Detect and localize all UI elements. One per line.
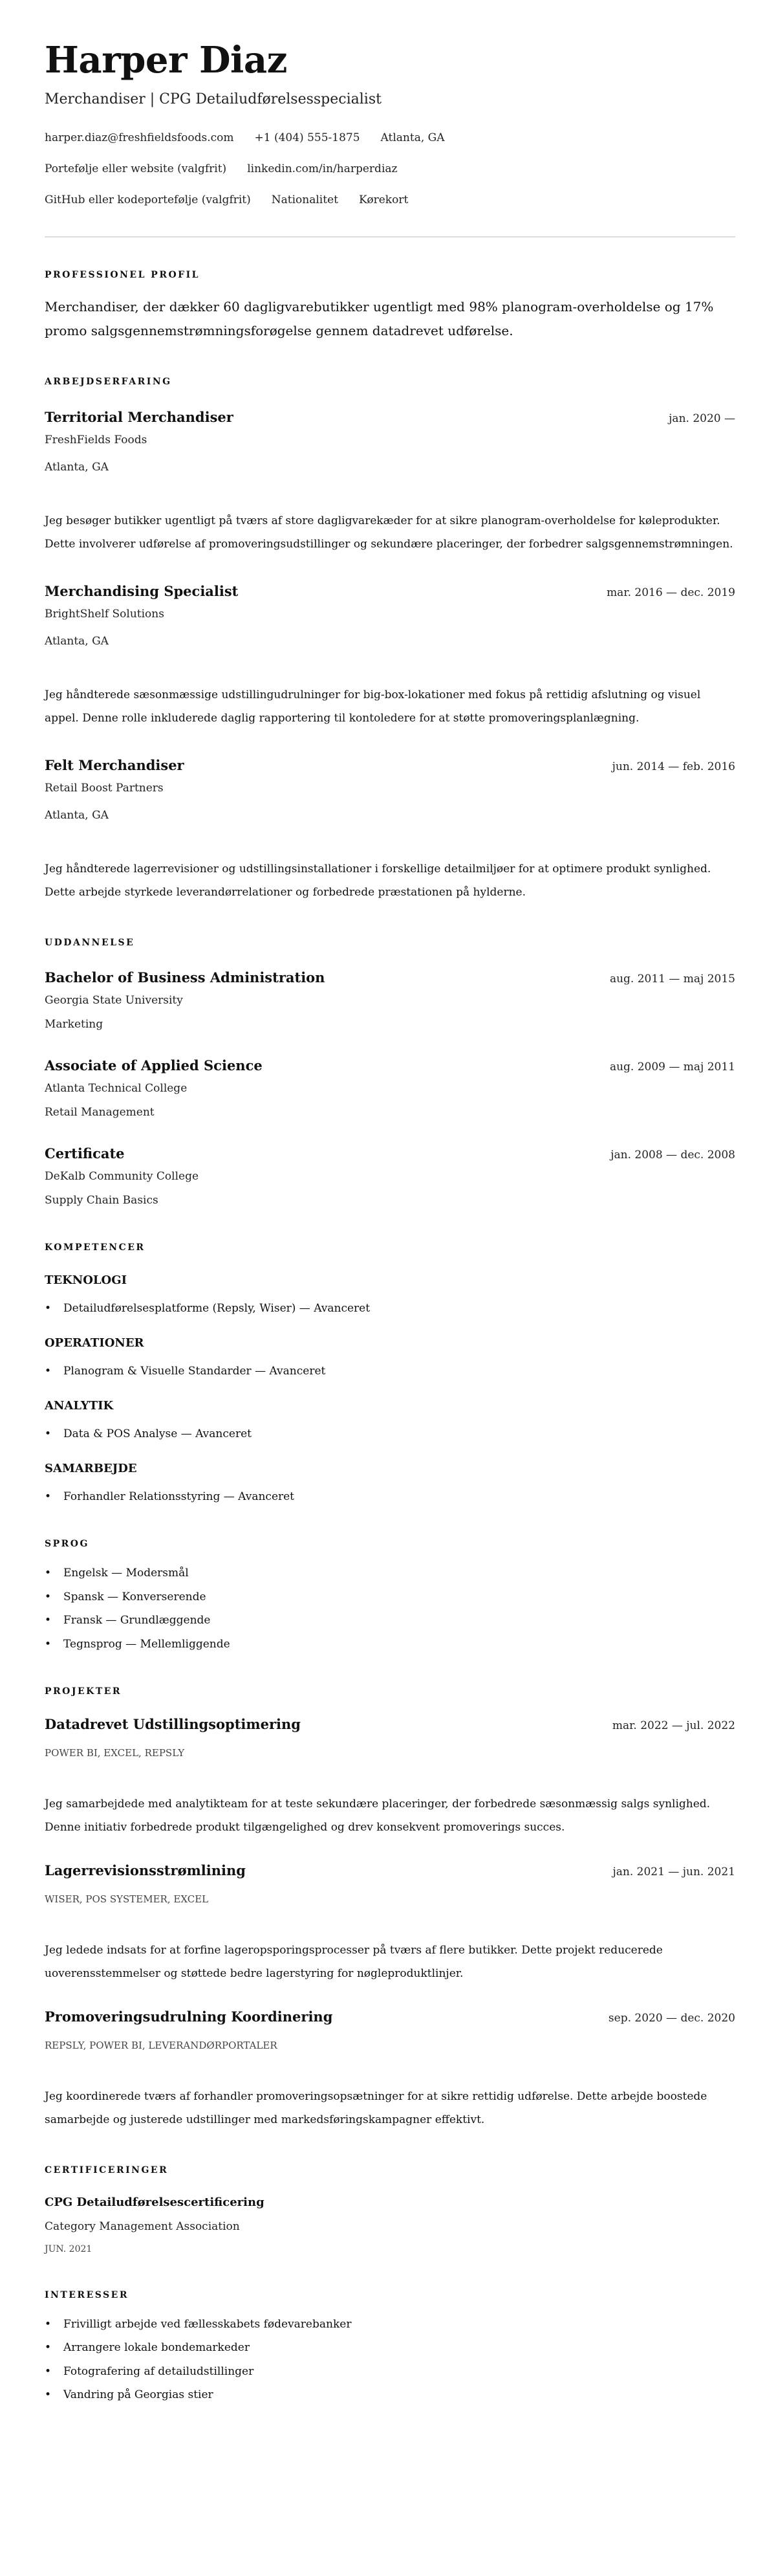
education-entry xyxy=(45,969,735,1033)
job-location: Atlanta, GA xyxy=(45,635,109,648)
language-item: • Engelsk — Modersmål xyxy=(45,1565,735,1581)
degree: Associate of Applied Science xyxy=(45,1057,263,1073)
language-item: • Spansk — Konverserende xyxy=(45,1589,735,1605)
project-title: Promoveringsudrulning Koordinering xyxy=(45,2008,333,2025)
interest-item: • Frivilligt arbejde ved fællesskabets fødevarebanker xyxy=(45,2316,735,2333)
job-date: mar. 2016 — dec. 2019 xyxy=(607,586,735,599)
job-description: Jeg besøger butikker ugentligt på tværs af store dagligvarekæder for at sikre planogram-overholdelse for køleprodukter. Dette involverer udførelse af promoveringsudstillinger og sekundære placeringer, der forbedrer salgsgennemstrømningen. xyxy=(45,514,733,551)
degree: Certificate xyxy=(45,1145,125,1161)
project-tech: WISER, POS SYSTEMER, EXCEL xyxy=(45,1893,209,1905)
job-title: Merchandising Specialist xyxy=(45,583,239,599)
skill-item: • Detailudførelsesplatforme (Repsly, Wiser) — Avanceret xyxy=(45,1300,735,1317)
skill-item: • Forhandler Relationsstyring — Avanceret xyxy=(45,1488,735,1505)
certifications-section xyxy=(45,2164,735,2256)
education-entry xyxy=(45,1145,735,1209)
section-heading: PROJEKTER xyxy=(45,1686,122,1697)
certification-title: CPG Detailudførelsescertificering xyxy=(45,2195,264,2209)
contact-drivers-license: Kørekort xyxy=(358,193,409,206)
contact-linkedin[interactable]: linkedin.com/in/harperdiaz xyxy=(247,162,398,175)
school: DeKalb Community College xyxy=(45,1170,199,1183)
contact-row xyxy=(45,192,735,208)
section-heading: PROFESSIONEL PROFIL xyxy=(45,270,200,280)
interest-item: • Arrangere lokale bondemarkeder xyxy=(45,2339,735,2356)
project-entry xyxy=(45,2008,735,2131)
project-description: Jeg samarbejdede med analytikteam for at teste sekundære placeringer, der forbedrede sæsonmæssig salgs synlighed. Denne initiativ forbedrede produkt tilgængelighed og drev konsekvent promoverings succes. xyxy=(45,1797,711,1834)
degree: Bachelor of Business Administration xyxy=(45,969,325,985)
job-company: BrightShelf Solutions xyxy=(45,608,164,621)
language-item: • Tegnsprog — Mellemliggende xyxy=(45,1636,735,1653)
field-of-study: Retail Management xyxy=(45,1106,155,1119)
field-of-study: Supply Chain Basics xyxy=(45,1194,158,1207)
skill-item: • Data & POS Analyse — Avanceret xyxy=(45,1426,735,1442)
skill-category: TEKNOLOGI xyxy=(45,1273,127,1287)
skill-category: ANALYTIK xyxy=(45,1399,114,1413)
job-description: Jeg håndterede lagerrevisioner og udstillingsinstallationer i forskellige detailmiljøer for at optimere produkt synlighed. Dette arbejde styrkede leverandørrelationer og forbedrede præstationen på hylderne. xyxy=(45,863,711,899)
job-title: Felt Merchandiser xyxy=(45,757,184,773)
experience-section xyxy=(45,375,735,904)
job-location: Atlanta, GA xyxy=(45,809,109,822)
job-company: FreshFields Foods xyxy=(45,434,147,446)
resume-header xyxy=(45,39,735,208)
section-heading: SPROG xyxy=(45,1539,89,1549)
project-description: Jeg koordinerede tværs af forhandler promoveringsopsætninger for at sikre rettidig udførelse. Dette arbejde boostede samarbejde og justerede udstillinger med markedsføringskampagner effektivt. xyxy=(45,2089,707,2126)
profile-summary: Merchandiser, der dækker 60 dagligvarebutikker ugentligt med 98% planogram-overholdelse og 17% promo salgsgennemstrømningsforøgelse gennem datadrevet udførelse. xyxy=(45,299,714,338)
contact-row xyxy=(45,160,735,177)
candidate-name: Harper Diaz xyxy=(45,39,287,82)
interests-section xyxy=(45,2289,735,2404)
certification-date: JUN. 2021 xyxy=(45,2243,92,2254)
certification-issuer: Category Management Association xyxy=(45,2219,240,2233)
job-title: Territorial Merchandiser xyxy=(45,409,233,425)
job-location: Atlanta, GA xyxy=(45,461,109,474)
project-entry xyxy=(45,1862,735,1985)
section-heading: INTERESSER xyxy=(45,2289,129,2300)
skills-section xyxy=(45,1241,735,1505)
field-of-study: Marketing xyxy=(45,1018,103,1031)
job-entry xyxy=(45,756,735,904)
languages-section xyxy=(45,1537,735,1653)
contact-row xyxy=(45,129,735,146)
interest-item: • Fotografering af detailudstillinger xyxy=(45,2363,735,2380)
contact-portfolio[interactable]: Portefølje eller website (valgfrit) xyxy=(45,162,227,175)
section-heading: UDDANNELSE xyxy=(45,938,135,948)
skill-category: OPERATIONER xyxy=(45,1336,144,1350)
project-date: mar. 2022 — jul. 2022 xyxy=(612,1719,735,1732)
contact-phone[interactable]: +1 (404) 555-1875 xyxy=(254,131,360,144)
profile-section xyxy=(45,269,735,343)
section-heading: KOMPETENCER xyxy=(45,1242,146,1253)
contact-location: Atlanta, GA xyxy=(380,131,445,144)
job-date: jan. 2020 — xyxy=(669,412,735,425)
interest-item: • Vandring på Georgias stier xyxy=(45,2386,735,2403)
school: Atlanta Technical College xyxy=(45,1082,188,1095)
project-tech: POWER BI, EXCEL, REPSLY xyxy=(45,1746,185,1759)
candidate-title: Merchandiser | CPG Detailudførelsesspecialist xyxy=(45,91,382,107)
language-item: • Fransk — Grundlæggende xyxy=(45,1612,735,1629)
job-entry xyxy=(45,582,735,730)
header-divider xyxy=(45,236,735,237)
contact-github[interactable]: GitHub eller kodeportefølje (valgfrit) xyxy=(45,193,251,206)
project-tech: REPSLY, POWER BI, LEVERANDØRPORTALER xyxy=(45,2039,277,2051)
projects-section xyxy=(45,1685,735,2131)
section-heading: CERTIFICERINGER xyxy=(45,2164,169,2175)
project-description: Jeg ledede indsats for at forfine lageropsporingsprocesser på tværs af flere butikker. Dette projekt reducerede uoverensstemmelser og støttede bedre lagerstyring for nøgleproduktlinjer. xyxy=(45,1943,663,1980)
section-heading: ARBEJDSERFARING xyxy=(45,377,172,387)
skill-category: SAMARBEJDE xyxy=(45,1462,137,1475)
project-title: Lagerrevisionsstrømlining xyxy=(45,1862,246,1878)
skill-item: • Planogram & Visuelle Standarder — Avanceret xyxy=(45,1363,735,1380)
job-company: Retail Boost Partners xyxy=(45,782,164,795)
school: Georgia State University xyxy=(45,994,183,1007)
education-date: jan. 2008 — dec. 2008 xyxy=(610,1149,735,1161)
education-date: aug. 2011 — maj 2015 xyxy=(609,973,735,985)
contact-nationality: Nationalitet xyxy=(271,193,338,206)
project-title: Datadrevet Udstillingsoptimering xyxy=(45,1715,301,1732)
contact-email[interactable]: harper.diaz@freshfieldsfoods.com xyxy=(45,131,234,144)
job-entry xyxy=(45,408,735,556)
project-date: jan. 2021 — jun. 2021 xyxy=(612,1865,735,1878)
project-entry xyxy=(45,1715,735,1839)
education-section xyxy=(45,936,735,1209)
education-entry xyxy=(45,1057,735,1121)
job-date: jun. 2014 — feb. 2016 xyxy=(612,760,735,773)
project-date: sep. 2020 — dec. 2020 xyxy=(608,2011,735,2025)
education-date: aug. 2009 — maj 2011 xyxy=(609,1061,735,1073)
job-description: Jeg håndterede sæsonmæssige udstillingudrulninger for big-box-lokationer med fokus på rettidig afslutning og visuel appel. Denne rolle inkluderede daglig rapportering til kontoledere for at støtte promoveringsplanlægning. xyxy=(45,688,701,725)
